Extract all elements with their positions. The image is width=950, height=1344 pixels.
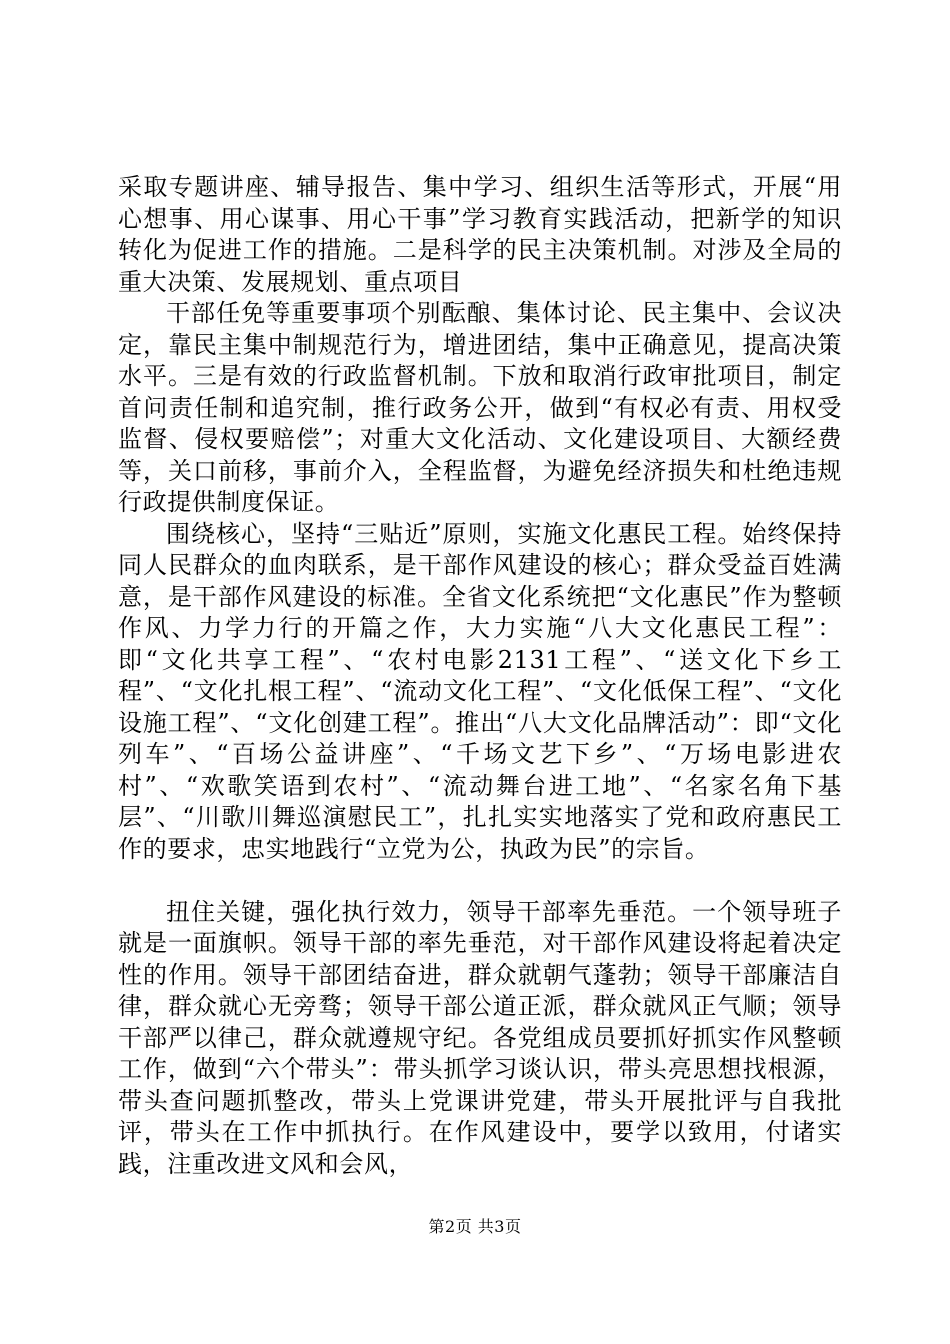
page-footer: 第2页 共3页: [428, 1217, 522, 1236]
document-body: [118, 172, 842, 1180]
paragraph-2: 干部任免等重要事项个别酝酿、集体讨论、民主集中、会议决定，靠民主集中制规范行为，增进团结，集中正确意见，提高决策水平。三是有效的行政监督机制。下放和取消行政审批项目，制定首问责任制和追究制，推行政务公开，做到“有权必有责、用权受监督、侵权要赔偿”；对重大文化活动、文化建设项目、大额经费等，关口前移，事前介入，全程监督，为避免经济损失和杜绝违规行政提供制度保证。: [118, 299, 842, 516]
paragraph-3: 围绕核心，坚持“三贴近”原则，实施文化惠民工程。始终保持同人民群众的血肉联系，是干部作风建设的核心；群众受益百姓满意，是干部作风建设的标准。全省文化系统把“文化惠民”作为整顿作风、力学力行的开篇之作，大力实施“八大文化惠民工程”：即“文化共享工程”、“农村电影2131工程”、“送文化下乡工程”、“文化扎根工程”、“流动文化工程”、“文化低保工程”、“文化设施工程”、“文化创建工程”。推出“八大文化品牌活动”：即“文化列车”、“百场公益讲座”、“千场文艺下乡”、“万场电影进农村”、“欢歌笑语到农村”、“流动舞台进工地”、“名家名角下基层”、“川歌川舞巡演慰民工”，扎扎实实地落实了党和政府惠民工作的要求，忠实地践行“立党为公，执政为民”的宗旨。: [118, 519, 842, 863]
paragraph-4: 扭住关键，强化执行效力，领导干部率先垂范。一个领导班子就是一面旗帜。领导干部的率先垂范，对干部作风建设将起着决定性的作用。领导干部团结奋进，群众就朝气蓬勃；领导干部廉洁自律，群众就心无旁骛；领导干部公道正派，群众就风正气顺；领导干部严以律己，群众就遵规守纪。各党组成员要抓好抓实作风整顿工作，做到“六个带头”：带头抓学习谈认识，带头亮思想找根源，带头查问题抓整改，带头上党课讲党建，带头开展批评与自我批评，带头在工作中抓执行。在作风建设中，要学以致用，付诸实践，注重改进文风和会风，: [118, 897, 842, 1178]
paragraph-1: 采取专题讲座、辅导报告、集中学习、组织生活等形式，开展“用心想事、用心谋事、用心干事”学习教育实践活动，把新学的知识转化为促进工作的措施。二是科学的民主决策机制。对涉及全局的重大决策、发展规划、重点项目: [118, 173, 842, 296]
